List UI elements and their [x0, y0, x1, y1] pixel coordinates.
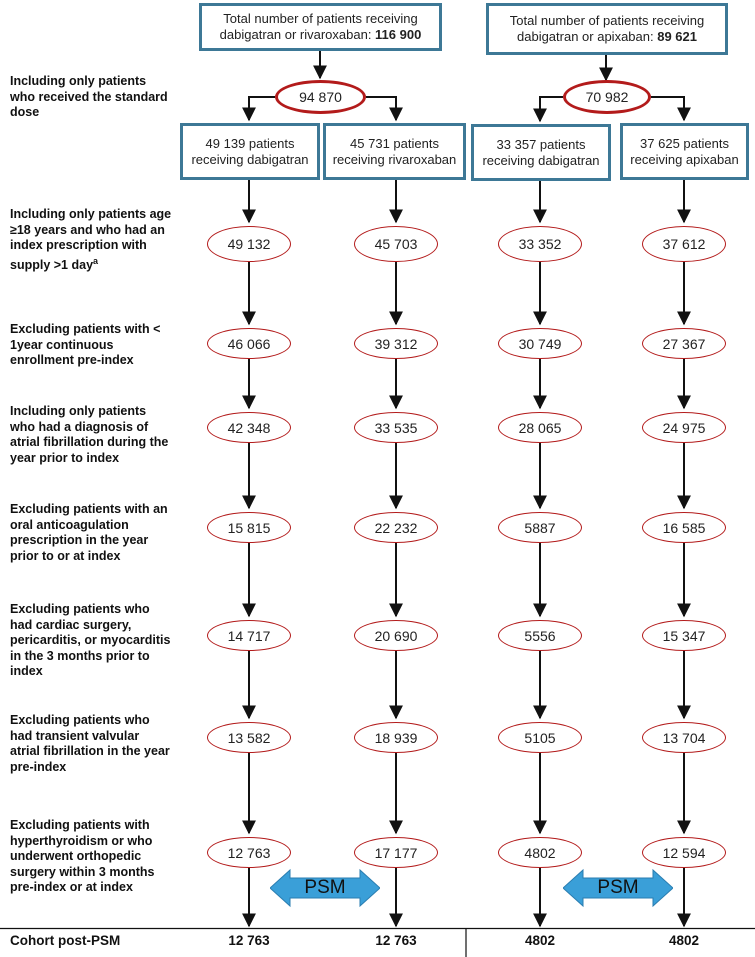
step-label-age-supply: Including only patients age ≥18 years and who had an index prescription with supply >1 day$^a$	[10, 207, 172, 272]
count-ellipse: 12 594	[642, 837, 726, 868]
count-ellipse: 14 717	[207, 620, 291, 651]
count-ellipse: 42 348	[207, 412, 291, 443]
count-ellipse: 16 585	[642, 512, 726, 543]
footer-value: 4802	[524, 933, 556, 948]
count-ellipse: 5105	[498, 722, 582, 753]
psm-arrow-right-pair	[563, 868, 673, 908]
count-ellipse: 33 535	[354, 412, 438, 443]
count-ellipse: 4802	[498, 837, 582, 868]
standard-dose-count-right: 70 982	[563, 80, 651, 114]
drug-box-rivaroxaban: 45 731 patients receiving rivaroxaban	[323, 123, 466, 180]
count-ellipse: 18 939	[354, 722, 438, 753]
count-ellipse: 45 703	[354, 226, 438, 262]
count-ellipse: 46 066	[207, 328, 291, 359]
footer-value: 12 763	[228, 933, 270, 948]
count-ellipse: 5556	[498, 620, 582, 651]
drug-box-apixaban: 37 625 patients receiving apixaban	[620, 123, 749, 180]
footnote-marker: a	[93, 255, 99, 266]
count-ellipse: 12 763	[207, 837, 291, 868]
total-box-dabigatran-rivaroxaban: Total number of patients receiving dabigatran or rivaroxaban: 116 900	[199, 3, 442, 51]
total-value: 116 900	[375, 27, 422, 42]
count-ellipse: 5887	[498, 512, 582, 543]
count-ellipse: 27 367	[642, 328, 726, 359]
count-ellipse: 33 352	[498, 226, 582, 262]
standard-dose-count-left: 94 870	[275, 80, 366, 114]
total-value: 89 621	[657, 29, 697, 44]
psm-arrow-left-pair	[270, 868, 380, 908]
count-ellipse: 39 312	[354, 328, 438, 359]
count-ellipse: 13 582	[207, 722, 291, 753]
step-label-standard-dose: Including only patients who received the standard dose	[10, 74, 168, 119]
count-ellipse: 15 347	[642, 620, 726, 651]
drug-box-dabigatran-2: 33 357 patients receiving dabigatran	[471, 124, 611, 181]
count-ellipse: 37 612	[642, 226, 726, 262]
footer-value: 12 763	[375, 933, 417, 948]
count-ellipse: 24 975	[642, 412, 726, 443]
total-box-dabigatran-apixaban: Total number of patients receiving dabigatran or apixaban: 89 621	[486, 3, 728, 55]
count-ellipse: 49 132	[207, 226, 291, 262]
count-ellipse: 17 177	[354, 837, 438, 868]
count-ellipse: 13 704	[642, 722, 726, 753]
step-label-valvular-af: Excluding patients who had transient valvular atrial fibrillation in the year pre-index	[10, 713, 170, 774]
step-label-enrollment: Excluding patients with < 1year continuous enrollment pre-index	[10, 322, 161, 367]
count-ellipse: 28 065	[498, 412, 582, 443]
psm-label: PSM	[597, 877, 639, 898]
count-ellipse: 22 232	[354, 512, 438, 543]
drug-box-dabigatran-1: 49 139 patients receiving dabigatran	[180, 123, 320, 180]
count-ellipse: 20 690	[354, 620, 438, 651]
footer-label: Cohort post-PSM	[10, 933, 121, 948]
step-label-atrial-fibrillation: Including only patients who had a diagnosis of atrial fibrillation during the year prior to index	[10, 404, 169, 465]
footer-value: 4802	[668, 933, 700, 948]
count-ellipse: 15 815	[207, 512, 291, 543]
psm-label: PSM	[304, 877, 346, 898]
step-label-cardiac-surgery: Excluding patients who had cardiac surgery, pericarditis, or myocarditis in the 3 months prior to index	[10, 602, 171, 678]
count-ellipse: 30 749	[498, 328, 582, 359]
step-label-hyperthyroidism: Excluding patients with hyperthyroidism or who underwent orthopedic surgery within 3 months pre-index or at index	[10, 818, 155, 894]
step-label-oral-anticoagulation: Excluding patients with an oral anticoagulation prescription in the year prior to or at index	[10, 502, 168, 563]
